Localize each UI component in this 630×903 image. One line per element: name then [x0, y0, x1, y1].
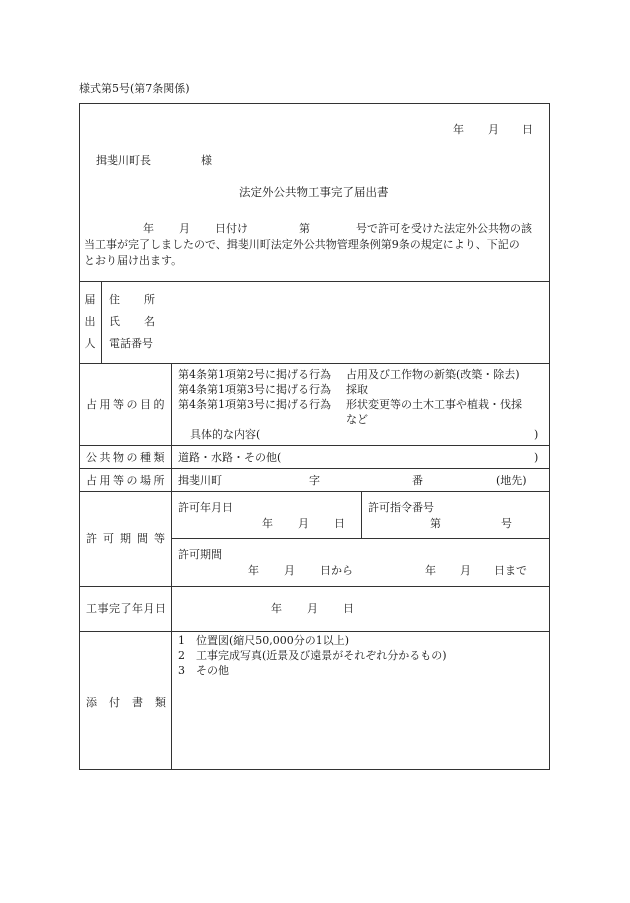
period-day-to: 日まで — [494, 564, 527, 577]
header-day: 日 — [522, 123, 533, 136]
applicant-header-char: 人 — [84, 337, 96, 350]
period-month-2: 月 — [460, 564, 471, 577]
type-close: ) — [534, 451, 539, 464]
form-number-label: 様式第5号(第7条関係) — [79, 82, 190, 95]
purpose-desc-3: 形状変更等の土木工事や植栽・伐採 — [346, 398, 522, 411]
permit-period-label: 許可期間 — [178, 548, 222, 561]
attachment-item-3: 3 その他 — [178, 664, 229, 677]
body-line2: 当工事が完了しましたので、揖斐川町法定外公共物管理条例第9条の規定により、下記の — [84, 238, 520, 251]
applicant-header-char: 出 — [84, 315, 96, 328]
purpose-desc-1: 占用及び工作物の新築(改築・除去) — [346, 368, 520, 381]
period-year-1: 年 — [248, 564, 259, 577]
type-label: 公共物の種類 — [86, 451, 167, 464]
purpose-detail-label: 具体的な内容( — [190, 428, 261, 441]
attachment-item-2: 2 工事完成写真(近景及び遠景がそれぞれ分かるもの) — [178, 649, 447, 662]
permit-number-go: 号 — [501, 517, 512, 530]
header-month: 月 — [488, 123, 499, 136]
addressee-name: 揖斐川町長 — [96, 154, 151, 167]
addressee-honorific: 様 — [201, 154, 212, 167]
rule-after-purpose — [79, 445, 550, 446]
permit-date-month: 月 — [298, 517, 309, 530]
location-suffix: (地先) — [496, 474, 527, 487]
rule-after-applicant — [79, 363, 550, 364]
location-aza: 字 — [309, 474, 320, 487]
purpose-desc-2: 採取 — [346, 383, 368, 396]
permit-date-label: 許可年月日 — [178, 501, 233, 514]
rule-after-completion — [79, 631, 550, 632]
body-dai: 第 — [299, 222, 310, 235]
period-month-1: 月 — [284, 564, 295, 577]
applicant-header — [79, 289, 101, 355]
permit-date-year: 年 — [262, 517, 273, 530]
rule-after-location — [79, 491, 550, 492]
purpose-article-2: 第4条第1項第3号に掲げる行為 — [178, 383, 331, 396]
permit-number-label: 許可指令番号 — [368, 501, 434, 514]
rule-permit-split — [361, 491, 362, 538]
purpose-detail-close: ) — [534, 428, 539, 441]
attachments-label: 添付書類 — [86, 696, 178, 709]
address-label-2: 所 — [144, 293, 155, 306]
rule-after-type — [79, 468, 550, 469]
phone-label: 電話番号 — [109, 337, 153, 350]
location-ban: 番 — [412, 474, 423, 487]
permit-label: 許可期間等 — [86, 532, 171, 545]
name-label-2: 名 — [144, 315, 155, 328]
attachment-item-1: 1 位置図(縮尺50,000分の1以上) — [178, 634, 350, 647]
completion-day: 日 — [343, 602, 354, 615]
completion-month: 月 — [307, 602, 318, 615]
rule-after-body — [79, 281, 550, 282]
body-line3: とおり届け出ます。 — [84, 254, 183, 267]
permit-number-dai: 第 — [430, 517, 441, 530]
header-year: 年 — [453, 123, 464, 136]
completion-year: 年 — [271, 602, 282, 615]
location-town: 揖斐川町 — [178, 474, 222, 487]
period-day-from: 日から — [320, 564, 353, 577]
purpose-article-3: 第4条第1項第3号に掲げる行為 — [178, 398, 331, 411]
type-value: 道路・水路・その他( — [178, 451, 282, 464]
rule-applicant-header — [101, 281, 102, 363]
location-label: 占用等の場所 — [86, 474, 167, 487]
body-month: 月 — [179, 222, 190, 235]
purpose-article-1: 第4条第1項第2号に掲げる行為 — [178, 368, 331, 381]
applicant-header-char: 届 — [84, 293, 96, 306]
name-label-1: 氏 — [109, 315, 120, 328]
permit-date-day: 日 — [334, 517, 345, 530]
period-year-2: 年 — [425, 564, 436, 577]
body-year: 年 — [143, 222, 154, 235]
rule-after-permit — [79, 586, 550, 587]
purpose-label: 占用等の目的 — [86, 398, 167, 411]
address-label-1: 住 — [109, 293, 120, 306]
purpose-continuation: など — [346, 413, 368, 426]
form-frame — [79, 103, 550, 770]
rule-permit-mid — [171, 538, 550, 539]
completion-label: 工事完了年月日 — [86, 602, 167, 615]
document-title: 法定外公共物工事完了届出書 — [239, 185, 389, 199]
body-day: 日付け — [215, 222, 248, 235]
body-line1-rest: 号で許可を受けた法定外公共物の該 — [356, 222, 532, 235]
